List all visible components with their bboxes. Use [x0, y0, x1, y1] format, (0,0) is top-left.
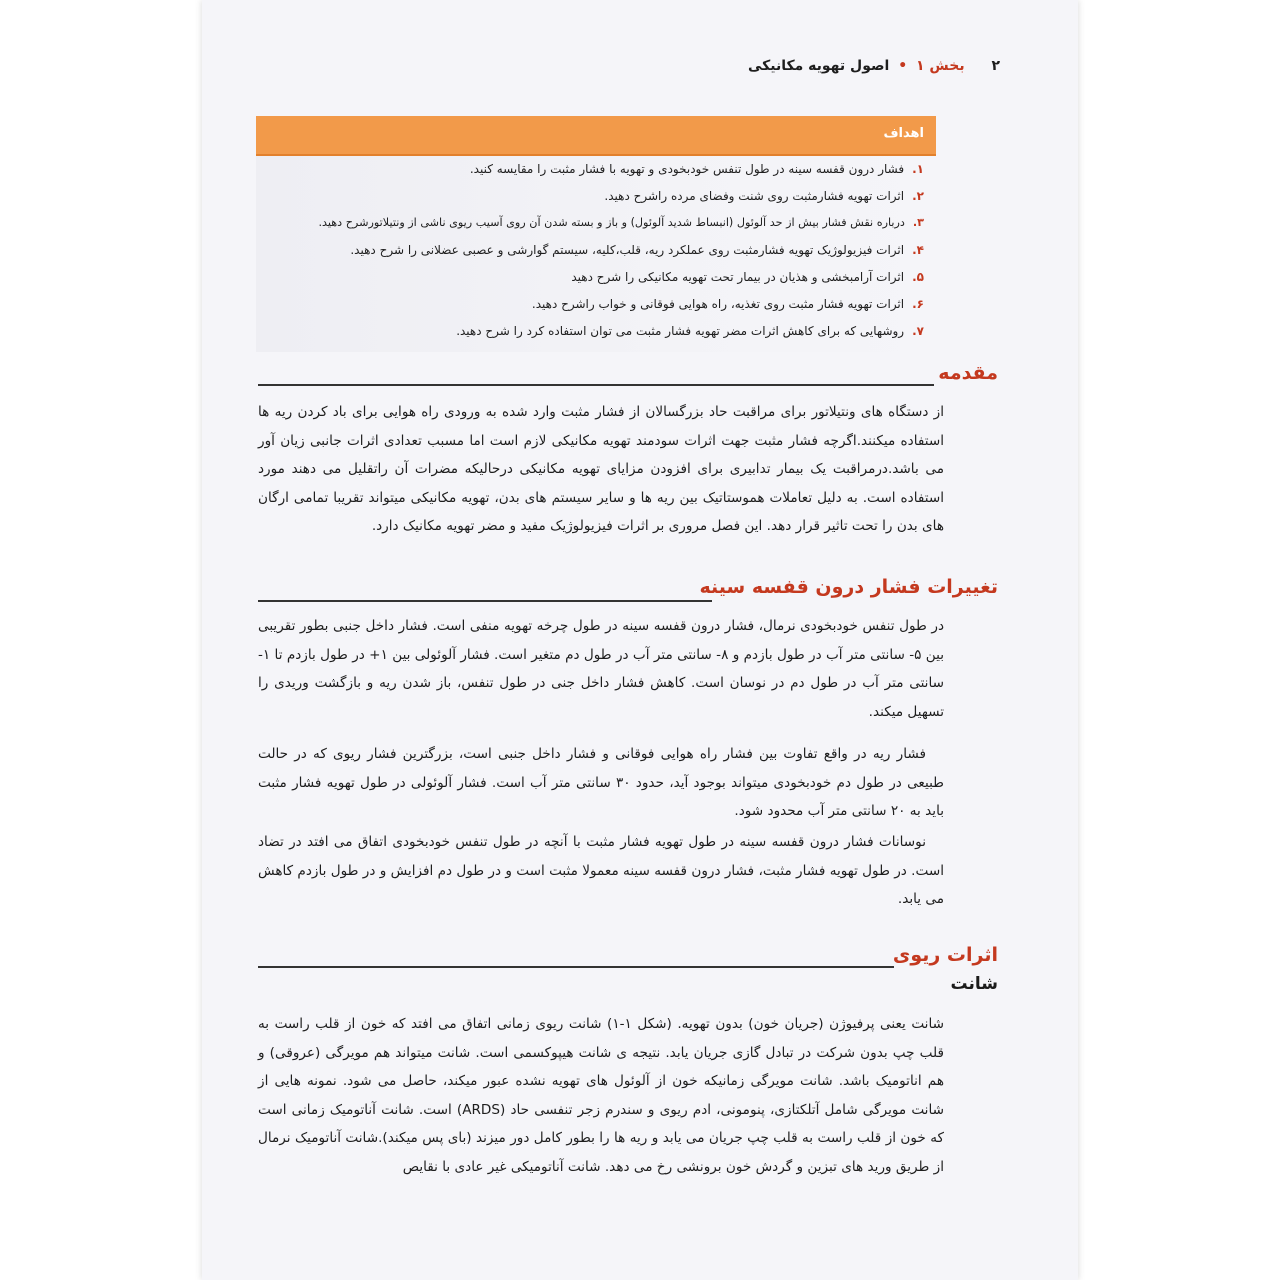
thoracic-heading: تغییرات فشار درون قفسه سینه [699, 576, 998, 598]
page-number: ۲ [991, 58, 1000, 74]
objective-item: ۵.اثرات آرامبخشی و هذیان در بیمار تحت تهویه مکانیکی را شرح دهید [571, 270, 924, 284]
objectives-title-bar [256, 116, 936, 156]
thoracic-paragraph-1: در طول تنفس خودبخودی نرمال، فشار درون قفسه سینه در طول چرخه تهویه منفی است. فشار داخل جنبی بطور تقریبی بین ۵- سانتی متر آب در طول بازدم و ۸- سانتی متر آب در طول دم متغیر است. فشار آلوئولی بین ۱+ در طول بازدم تا ۱- سانتی متر آب در طول دم در نوسان است. کاهش فشار داخل جنی در طول تنفس، باز شدن ریه و بازگشت وریدی را تسهیل میکند. [258, 618, 944, 720]
chapter-title: اصول تهویه مکانیکی [747, 58, 890, 74]
objective-item: ۱.فشار درون قفسه سینه در طول تنفس خودبخودی و تهویه با فشار مثبت را مقایسه کنید. [469, 162, 924, 176]
objective-item: ۴.اثرات فیزیولوژیک تهویه فشارمثبت روی عملکرد ریه، قلب،کلیه، سیستم گوارشی و عصبی عضلانی را شرح دهید. [350, 243, 924, 257]
objective-item: ۷.روشهایی که برای کاهش اثرات مضر تهویه فشار مثبت می توان استفاده کرد را شرح دهید. [456, 324, 924, 338]
pulmonary-heading: اثرات ریوی [892, 944, 998, 966]
thoracic-paragraph-2: فشار ریه در واقع تفاوت بین فشار راه هوایی فوقانی و فشار داخل جنبی است، بزرگترین فشار ریوی که در حالت طبیعی در طول دم خودبخودی میتواند بوجود آید، حدود ۳۰ سانتی متر آب است. فشار آلوئولی در طول تهویه فشار مثبت باید به ۲۰ سانتی متر آب محدود شود. [258, 746, 944, 820]
header-separator: • [898, 58, 908, 74]
page-header [560, 58, 1000, 84]
shunt-paragraph: شانت یعنی پرفیوژن (جریان خون) بدون تهویه. (شکل ۱-۱) شانت ریوی زمانی اتفاق می افتد که خون از قلب راست به قلب چپ بدون شرکت در تبادل گازی جریان یابد. نتیجه ی شانت هیپوکسمی است. شانت میتواند هم مویرگی (عروقی) و هم اناتومیک باشد. شانت مویرگی زمانیکه خون از آلوئول های تهویه نشده عبور میکند، حاصل می شود. نمونه هایی از شانت مویرگی شامل آتلکتازی، پنومونی، ادم ریوی و سندرم زجر تنفسی حاد (ARDS) است. شانت آناتومیک زمانی است که خون از قلب راست به قلب چپ جریان می یابد و ریه ها را بطور کامل دور میزند (بای پس میکند).شانت آناتومیک نرمال از طریق ورید های تبزین و گردش خون برونشی رخ می دهد. شانت آناتومیکی غیر عادی با نقایص [258, 1016, 944, 1175]
intro-paragraph: از دستگاه های ونتیلاتور برای مراقبت حاد بزرگسالان از فشار مثبت وارد شده به ورودی راه هوایی برای باد کردن ریه ها استفاده میکنند.اگرچه فشار مثبت جهت اثرات سودمند تهویه مکانیکی لازم است اما مسبب تعدادی اثرات جانبی زیان آور می باشد.درمراقبت یک بیمار تدابیری برای افزودن مزایای تهویه مکانیکی درحالیکه مضرات آن راتقلیل می دهند مورد استفاده است. به دلیل تعاملات هموستاتیک بین ریه ها و سایر سیستم های بدن، تهویه مکانیکی میتواند تقریبا تمامی ارگان های بدن را تحت تاثیر قرار دهد. این فصل مروری بر اثرات فیزیولوژیک مفید و مضر تهویه مکانیک دارد. [258, 404, 944, 535]
objective-item: ۳.درباره نقش فشار بیش از حد آلوئول (انبساط شدید آلوئول) و باز و بسته شدن آن روی آسیب ریوی ناشی از ونتیلاتورشرح دهید. [318, 216, 924, 229]
intro-heading-rule [258, 384, 934, 386]
objective-item: ۲.اثرات تهویه فشارمثبت روی شنت وفضای مرده راشرح دهید. [604, 189, 924, 203]
objectives-title: اهداف [883, 126, 924, 141]
thoracic-heading-rule [258, 600, 712, 602]
intro-heading: مقدمه [938, 362, 998, 384]
thoracic-paragraph-3: نوسانات فشار درون قفسه سینه در طول تهویه فشار مثبت با آنچه در طول تنفس خودبخودی اتفاق می افتد در تضاد است. در طول تهویه فشار مثبت، فشار درون قفسه سینه معمولا مثبت است و در طول دم افزایش و در طول بازدم کاهش می یابد. [258, 834, 944, 908]
part-label: بخش ۱ [916, 58, 965, 74]
objectives-box [256, 156, 936, 352]
shunt-subheading: شانت [950, 974, 998, 994]
objective-item: ۶.اثرات تهویه فشار مثبت روی تغذیه، راه هوایی فوقانی و خواب راشرح دهید. [531, 297, 924, 311]
pulmonary-heading-rule [258, 966, 894, 968]
